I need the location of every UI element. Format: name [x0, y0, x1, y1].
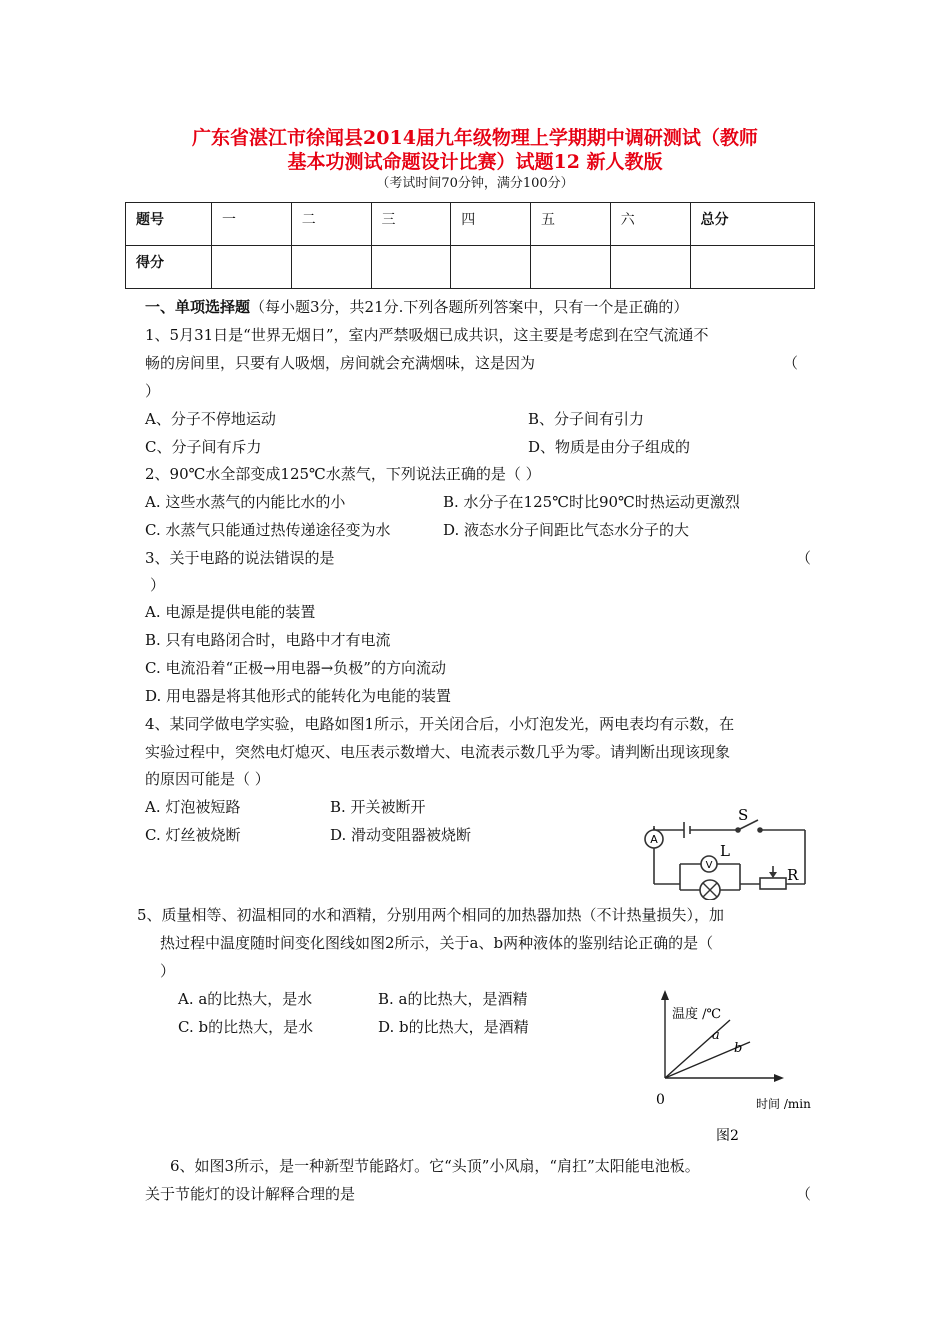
q5-line3: ） [160, 962, 176, 980]
q4-option-c: C. 灯丝被烧断 [145, 826, 241, 844]
section1-note: （每小题3分，共21分.下列各题所列答案中，只有一个是正确的） [250, 298, 689, 316]
rheostat-label: R [787, 866, 799, 884]
q1-paren-open: （ [783, 354, 799, 372]
score-table-header: 总分 [690, 203, 815, 246]
score-cell[interactable] [291, 246, 371, 289]
q6-line2: 关于节能灯的设计解释合理的是 [145, 1185, 356, 1203]
q4-option-d: D. 滑动变阻器被烧断 [330, 826, 472, 844]
line-a [665, 1020, 730, 1078]
x-axis-label: 时间 /min [756, 1097, 811, 1111]
q2-stem: 2、90℃水全部变成125℃水蒸气，下列说法正确的是（ ） [145, 465, 541, 483]
switch-label: S [738, 808, 749, 824]
document-title-line2: 基本功测试命题设计比赛）试题12 新人教版 [287, 151, 663, 173]
section1-title: 一、单项选择题 [145, 298, 251, 316]
voltmeter-label: V [705, 860, 713, 871]
q3-option-d: D. 用电器是将其他形式的能转化为电能的装置 [145, 687, 452, 705]
q4-option-a: A. 灯泡被短路 [145, 798, 241, 816]
ammeter-label: A [650, 833, 658, 846]
q3-option-a: A. 电源是提供电能的装置 [145, 603, 316, 621]
score-table-header: 二 [291, 203, 371, 246]
q5-option-c: C. b的比热大，是水 [178, 1018, 314, 1036]
q2-option-a: A. 这些水蒸气的内能比水的小 [145, 493, 346, 511]
score-cell[interactable] [610, 246, 690, 289]
q2-option-b: B. 水分子在125℃时比90℃时热运动更激烈 [443, 493, 740, 511]
lamp-label: L [720, 842, 730, 860]
q4-line1: 4、某同学做电学实验，电路如图1所示，开关闭合后，小灯泡发光，两电表均有示数，在 [145, 715, 735, 733]
score-table-header: 五 [531, 203, 611, 246]
y-axis-label: 温度 /℃ [672, 1007, 722, 1022]
q6-line1: 6、如图3所示，是一种新型节能路灯。它“头顶”小风扇，“肩扛”太阳能电池板。 [170, 1157, 700, 1175]
score-table-header: 题号 [126, 203, 212, 246]
y-axis-arrow [661, 990, 669, 1000]
q1-option-b: B、分子间有引力 [528, 410, 645, 428]
q3-option-c: C. 电流沿着“正极→用电器→负极”的方向流动 [145, 659, 446, 677]
q2-option-d: D. 液态水分子间距比气态水分子的大 [443, 521, 690, 539]
score-table-score-row [126, 246, 815, 289]
q3-paren-open: （ [796, 549, 812, 567]
score-table-header: 一 [212, 203, 292, 246]
score-table-header: 三 [371, 203, 451, 246]
score-table-header: 六 [610, 203, 690, 246]
q2-option-c: C. 水蒸气只能通过热传递途径变为水 [145, 521, 391, 539]
q5-option-b: B. a的比热大，是酒精 [378, 990, 528, 1008]
score-cell[interactable] [690, 246, 815, 289]
q3-stem: 3、关于电路的说法错误的是 [145, 549, 335, 567]
score-cell[interactable] [531, 246, 611, 289]
q5-line2: 热过程中温度随时间变化图线如图2所示，关于a、b两种液体的鉴别结论正确的是（ [160, 934, 714, 952]
q4-line2: 实验过程中，突然电灯熄灭、电压表示数增大、电流表示数几乎为零。请判断出现该现象 [145, 743, 731, 761]
document-title-line1: 广东省湛江市徐闻县2014届九年级物理上学期期中调研测试（教师 [192, 127, 758, 149]
line-b-label: b [734, 1041, 743, 1056]
q4-option-b: B. 开关被断开 [330, 798, 426, 816]
q4-line3: 的原因可能是（ ） [145, 770, 270, 788]
q6-paren-open: （ [796, 1185, 812, 1203]
q3-paren-close: ） [150, 576, 166, 594]
q1-paren-close: ） [145, 382, 161, 400]
q5-line1: 5、质量相等、初温相同的水和酒精，分别用两个相同的加热器加热（不计热量损失），加 [137, 906, 725, 924]
score-cell[interactable] [451, 246, 531, 289]
score-cell[interactable] [371, 246, 451, 289]
section1-heading [145, 296, 688, 317]
score-cell[interactable] [212, 246, 292, 289]
line-a-label: a [712, 1028, 720, 1043]
score-table-header: 四 [451, 203, 531, 246]
exam-info: （考试时间70分钟，满分100分） [376, 176, 574, 191]
q1-option-d: D、物质是由分子组成的 [528, 438, 691, 456]
score-table [125, 202, 815, 289]
circuit-diagram-figure [640, 808, 820, 900]
temperature-time-graph [650, 990, 830, 1150]
q1-option-c: C、分子间有斥力 [145, 438, 262, 456]
x-axis-arrow [774, 1074, 784, 1082]
score-table-header-row [126, 203, 815, 246]
rheostat-body [760, 878, 786, 889]
q5-option-a: A. a的比热大，是水 [178, 990, 313, 1008]
figure2-caption: 图2 [716, 1128, 739, 1144]
q1-line2: 畅的房间里，只要有人吸烟，房间就会充满烟味，这是因为 [145, 354, 536, 372]
score-row-label: 得分 [126, 246, 212, 289]
q3-option-b: B. 只有电路闭合时，电路中才有电流 [145, 631, 391, 649]
q1-option-a: A、分子不停地运动 [145, 410, 276, 428]
q1-line1: 1、5月31日是“世界无烟日”，室内严禁吸烟已成共识，这主要是考虑到在空气流通不 [145, 326, 709, 344]
origin-label: 0 [656, 1092, 665, 1108]
q5-option-d: D. b的比热大，是酒精 [378, 1018, 529, 1036]
